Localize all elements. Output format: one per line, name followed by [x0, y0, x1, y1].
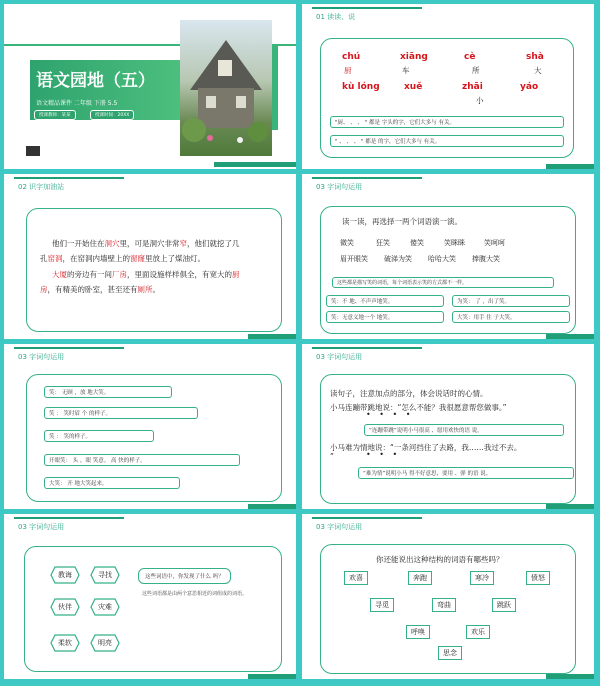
word-box-5[interactable]: 寻觅: [370, 598, 394, 612]
word-box-3[interactable]: 寒冷: [470, 571, 494, 585]
pinyin-6: xuě: [404, 82, 423, 92]
para-line-4: 房，有精美的卧室，甚至还有厕所。: [40, 285, 160, 294]
question-bubble: 这些词语中，你发现了什么 吗？: [138, 568, 231, 584]
word-6: 眉开眼笑: [340, 255, 368, 263]
top-line: [312, 177, 422, 179]
word-1: 微笑: [340, 239, 354, 247]
word-hex-4[interactable]: 灾难: [90, 598, 120, 616]
bottom-bar: [248, 334, 296, 339]
para-line-3: 大厦的旁边有一间厂房，里面设施样样俱全，有宽大的厨: [52, 270, 240, 279]
emphasis-dots-2: • • •: [366, 450, 401, 459]
bottom-bar: [546, 504, 594, 509]
answer-box-1: 笑：不 地、不声声地笑。: [326, 295, 444, 307]
word-2: 狂笑: [376, 239, 390, 247]
meaning-line-2: 笑 ： 笑时眉 个 的样子。: [44, 407, 198, 419]
word-hex-3[interactable]: 伙伴: [50, 598, 80, 616]
pinyin-3: cè: [464, 52, 476, 62]
char-3: 所: [472, 66, 480, 75]
word-hex-6[interactable]: 明亮: [90, 634, 120, 652]
meaning-line-3: 笑 ： 笑的样子。: [44, 430, 154, 442]
pinyin-4: shà: [526, 52, 544, 62]
pinyin-8: yáo: [520, 82, 539, 92]
pinyin-5: kù lóng: [342, 82, 380, 92]
teacher-label: 授课教师：某某: [34, 110, 76, 120]
word-box-7[interactable]: 跳跃: [492, 598, 516, 612]
answer-box-2: 为笑： 了 ，出了笑。: [452, 295, 570, 307]
sentence-1: "厨、 、 、 " 都是 字头的字，它们大多与 有关。: [330, 116, 564, 128]
slide-subtitle: 语文精品课件 二年级 下册 5.5: [36, 100, 118, 107]
top-line: [14, 517, 124, 519]
sentence-2: 小马难为情地说：“一条河挡住了去路，我……我过不去。: [330, 443, 522, 452]
top-line: [14, 347, 124, 349]
slide-header: 01 读读、说: [316, 13, 356, 21]
word-hex-1[interactable]: 教诲: [50, 566, 80, 584]
answer-box-3: 笑：无意义地一个 地笑。: [326, 311, 444, 323]
pinyin-7: zhāi: [462, 82, 483, 92]
slide-more-words[interactable]: [302, 514, 594, 679]
slide-title-text: 语文园地（五）: [36, 71, 155, 91]
meaning-line-1: 笑： 无顾 ，放 地大笑。: [44, 386, 172, 398]
word-hex-5[interactable]: 柔软: [50, 634, 80, 652]
question: 你还能说出这种结构的词语有哪些吗？: [376, 555, 504, 564]
slide-synonym-pairs[interactable]: [4, 514, 296, 679]
bottom-bar: [248, 674, 296, 679]
sentence-1: 小马连蹦带跳地说：“怎么不能？我很愿意帮您做事。”: [330, 403, 507, 412]
slide-laugh-words[interactable]: [302, 174, 594, 339]
bottom-bar: [546, 674, 594, 679]
house-photo: [180, 20, 272, 156]
bottom-bar: [214, 162, 296, 167]
corner-block: [26, 146, 40, 156]
slide-header: 03 字词句运用: [316, 183, 363, 191]
word-box-9[interactable]: 欢乐: [466, 625, 490, 639]
char-2: 车: [402, 66, 410, 75]
top-line: [312, 347, 422, 349]
top-line: [312, 7, 422, 9]
note-bubble: 这些都是描写笑的词语，每个词语表示笑的方式都不一样。: [332, 277, 554, 288]
bottom-bar: [546, 164, 594, 169]
word-box-8[interactable]: 呼唤: [406, 625, 430, 639]
answer-box-4: 大笑：用手 住 子大笑。: [452, 311, 570, 323]
slide-header: 03 字词句运用: [316, 523, 363, 531]
word-5: 笑呵呵: [484, 239, 505, 247]
pinyin-1: chú: [342, 52, 361, 62]
word-3: 傻笑: [410, 239, 424, 247]
slide-sentences[interactable]: [302, 344, 594, 509]
instruction: 读一读，再选择一两个词语演一演。: [342, 217, 462, 226]
char-5: 小: [476, 96, 484, 105]
meaning-line-5: 大笑： 开 地大笑起来。: [44, 477, 180, 489]
instruction: 读句子，注意加点的部分，体会说话时的心情。: [330, 389, 488, 398]
side-stripe: [272, 44, 278, 130]
slide-title[interactable]: [4, 4, 296, 169]
sentence-2-end: ”: [330, 452, 334, 461]
date-label: 授课时间：20XX: [90, 110, 134, 120]
top-line: [312, 517, 422, 519]
slide-header: 03 字词句运用: [18, 523, 65, 531]
word-box-10[interactable]: 思念: [438, 646, 462, 660]
slide-literacy[interactable]: [4, 174, 296, 339]
word-4: 笑眯眯: [444, 239, 465, 247]
word-9: 捧腹大笑: [472, 255, 500, 263]
char-1: 厨: [344, 66, 352, 75]
word-box-4[interactable]: 愤怒: [526, 571, 550, 585]
slide-header: 03 字词句运用: [316, 353, 363, 361]
pinyin-2: xiāng: [400, 52, 428, 62]
word-hex-2[interactable]: 寻找: [90, 566, 120, 584]
para-line-2: 孔窑洞，在窑洞内墙壁上的窗窿里放上了煤油灯。: [40, 254, 205, 263]
word-box-2[interactable]: 奔跑: [408, 571, 432, 585]
answer-note: 这些词语都是由两个意思相近的词组成的词语。: [142, 591, 248, 597]
explain-bubble-1: “连蹦带跳”说明小马很高 、愿用欢快的语 说。: [364, 424, 564, 436]
sentence-2: " 、 、 、 " 都是 的字，它们大多与 有关。: [330, 135, 564, 147]
house-icon: [180, 20, 272, 156]
word-7: 破涕为笑: [384, 255, 412, 263]
word-box-6[interactable]: 弯曲: [432, 598, 456, 612]
top-line: [14, 177, 124, 179]
bottom-bar: [546, 334, 594, 339]
explain-bubble-2: “难为情”说明小马 得不好意思，要用 、弹 的语 说。: [358, 467, 574, 479]
para-line-1: 他们一开始住在洞穴里，可是洞穴非常窄，他们就挖了几: [52, 239, 240, 248]
meaning-line-4: 开眼笑： 头 ，眼 笑意。 高 快的样子。: [44, 454, 240, 466]
slide-header: 03 字词句运用: [18, 353, 65, 361]
slide-header: 02 识字加油站: [18, 183, 65, 191]
emphasis-dots-1: • • • •: [366, 410, 414, 419]
char-4: 大: [534, 66, 542, 75]
word-box-1[interactable]: 欢喜: [344, 571, 368, 585]
slide-laugh-meanings[interactable]: [4, 344, 296, 509]
bottom-bar: [248, 504, 296, 509]
slide-read-say[interactable]: [302, 4, 594, 169]
word-8: 哈哈大笑: [428, 255, 456, 263]
